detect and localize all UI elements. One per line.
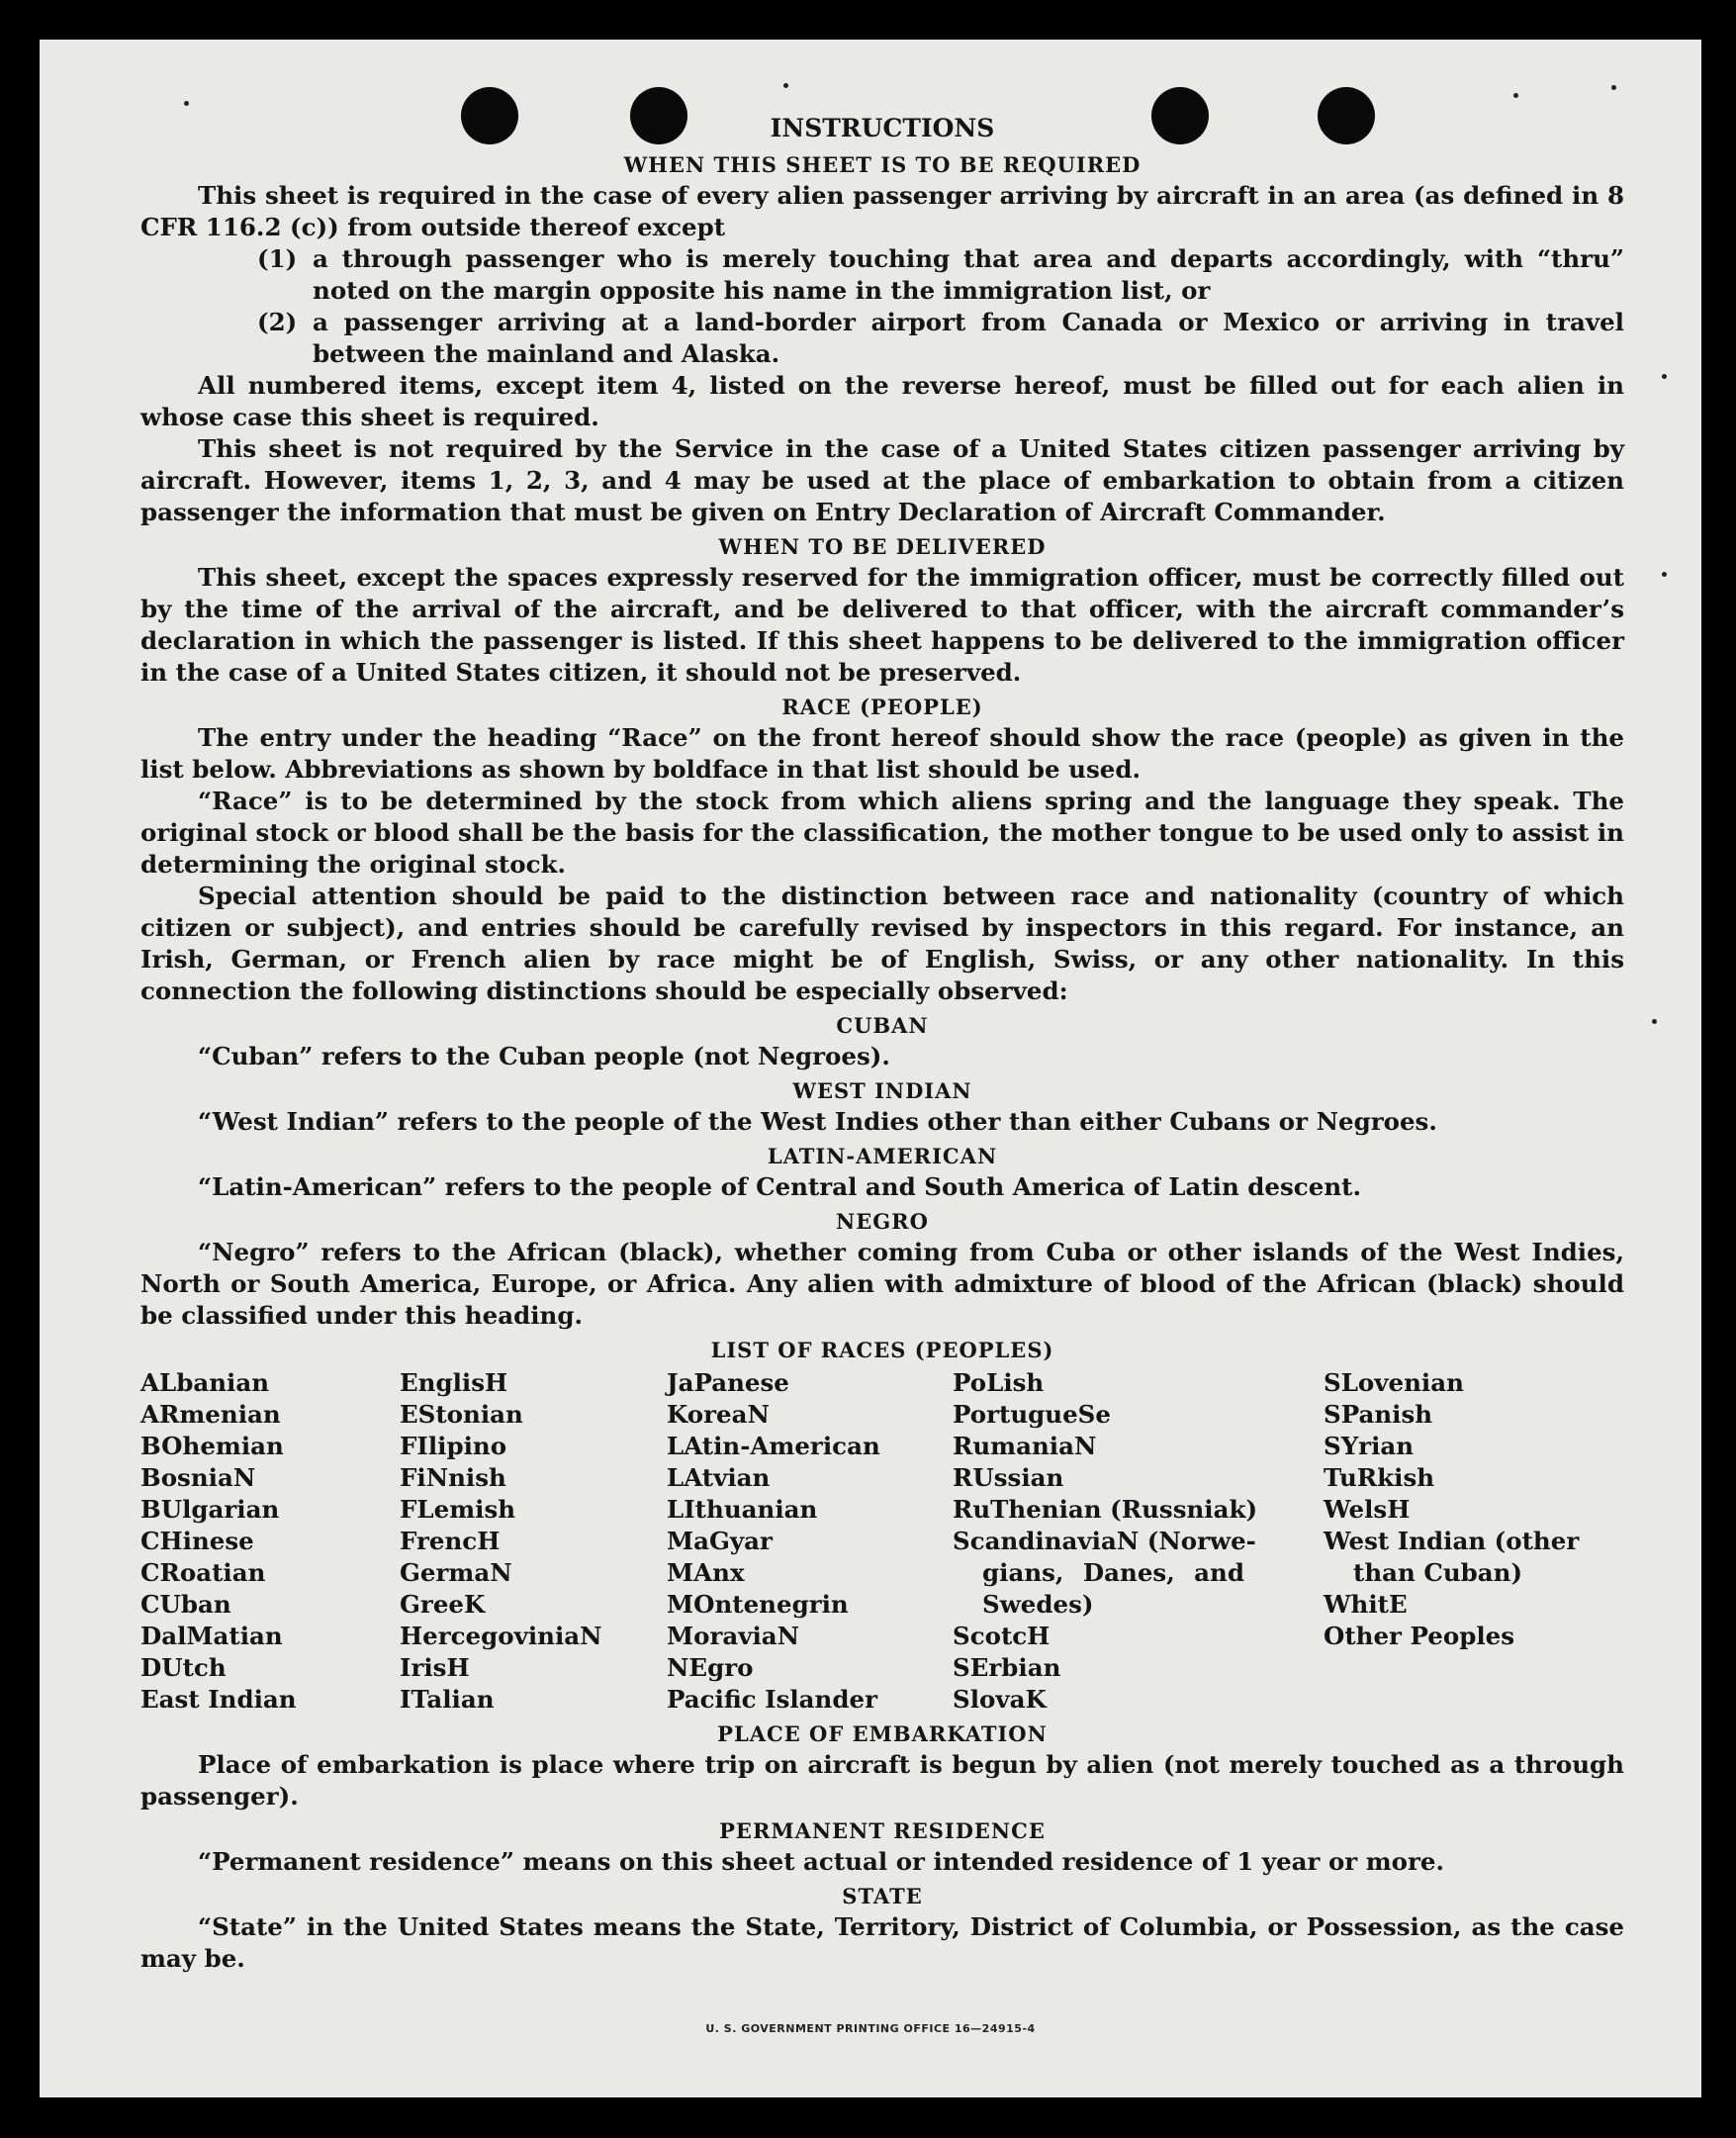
race-item: DalMatian	[140, 1622, 283, 1650]
paragraph: This sheet, except the spaces expressly reserved for the immigration officer, must be correctly filled out by the time of the arrival of the aircraft, and be delivered to that officer, with the aircraft commander’s declaration in which the passenger is listed. If this sheet happens to be delivered to the immigration officer in the case of a United States citizen, it should not be preserved.	[140, 563, 1624, 687]
race-item: than Cuban)	[1353, 1558, 1523, 1587]
race-item: DUtch	[140, 1653, 227, 1682]
list-item	[257, 307, 1624, 370]
speck	[783, 83, 788, 88]
race-item: SLovenian	[1324, 1368, 1464, 1397]
race-item: Swedes)	[982, 1590, 1094, 1619]
section-heading: LATIN-AMERICAN	[767, 1144, 998, 1168]
item-number: (1)	[257, 244, 298, 273]
race-item: SPanish	[1324, 1400, 1433, 1429]
race-item: NEgro	[667, 1653, 754, 1682]
race-column	[400, 1367, 667, 1716]
race-item: TuRkish	[1324, 1463, 1435, 1492]
race-item: CUban	[140, 1590, 231, 1619]
speck	[184, 101, 189, 106]
section-heading: NEGRO	[836, 1209, 929, 1234]
race-item: CRoatian	[140, 1558, 266, 1587]
paragraph: “Negro” refers to the African (black), whether coming from Cuba or other islands of the West Indies, North or South America, Europe, or Africa. Any alien with admixture of blood of the African (black) should be classified under this heading.	[140, 1238, 1624, 1330]
race-column	[953, 1367, 1324, 1716]
race-item: MAnx	[667, 1558, 745, 1587]
speck	[1652, 1019, 1657, 1024]
race-column	[140, 1367, 400, 1716]
list-item	[257, 243, 1624, 307]
section-heading: LIST OF RACES (PEOPLES)	[710, 1338, 1054, 1362]
section-heading: CUBAN	[836, 1013, 929, 1038]
speck	[1662, 572, 1667, 577]
race-item: West Indian (other	[1324, 1527, 1580, 1555]
race-item: ITalian	[400, 1685, 495, 1714]
race-item: EStonian	[400, 1400, 523, 1429]
paragraph: All numbered items, except item 4, listed on the reverse hereof, must be filled out for each alien in whose case this sheet is required.	[140, 371, 1624, 431]
instructions-content	[140, 111, 1624, 1975]
race-item: JaPanese	[667, 1368, 789, 1397]
race-item: LAtin-American	[667, 1432, 880, 1460]
paragraph: This sheet is required in the case of every alien passenger arriving by aircraft in an area (as defined in 8 CFR 116.2 (c)) from outside thereof except	[140, 181, 1624, 241]
race-item: GermaN	[400, 1558, 512, 1587]
item-text: a passenger arriving at a land-border airport from Canada or Mexico or arriving in travel between the mainland and Alaska.	[313, 308, 1624, 368]
race-item: MOntenegrin	[667, 1590, 849, 1619]
race-item: FiNnish	[400, 1463, 506, 1492]
race-item: ALbanian	[140, 1368, 270, 1397]
speck	[1513, 93, 1518, 98]
speck	[1611, 85, 1616, 90]
section-heading: WHEN TO BE DELIVERED	[718, 534, 1047, 559]
race-item: LIthuanian	[667, 1495, 818, 1524]
race-item: Other Peoples	[1324, 1622, 1515, 1650]
race-item: FIlipino	[400, 1432, 507, 1460]
paragraph: “Latin-American” refers to the people of Central and South America of Latin descent.	[198, 1172, 1361, 1201]
section-heading: WEST INDIAN	[792, 1078, 972, 1103]
race-item: SlovaK	[953, 1685, 1047, 1714]
race-item: CHinese	[140, 1527, 254, 1555]
race-item: HercegoviniaN	[400, 1622, 602, 1650]
paragraph: “Race” is to be determined by the stock from which aliens spring and the language they speak. The original stock or blood shall be the basis for the classification, the mother tongue to be used only to assist in determining the original stock.	[140, 787, 1624, 879]
race-item: ScotcH	[953, 1622, 1051, 1650]
race-column	[1324, 1367, 1620, 1716]
race-item: FrencH	[400, 1527, 501, 1555]
race-item: EnglisH	[400, 1368, 508, 1397]
race-item: FLemish	[400, 1495, 516, 1524]
speck	[1662, 374, 1667, 379]
race-item: GreeK	[400, 1590, 486, 1619]
item-text: a through passenger who is merely touching that area and departs accordingly, with “thru” noted on the margin opposite his name in the immigration list, or	[313, 244, 1624, 305]
race-item: PoLish	[953, 1368, 1045, 1397]
race-list	[140, 1367, 1624, 1716]
item-number: (2)	[257, 308, 298, 336]
race-item: RumaniaN	[953, 1432, 1097, 1460]
paragraph: “West Indian” refers to the people of the West Indies other than either Cubans or Negroes.	[198, 1107, 1437, 1136]
document-page	[40, 40, 1701, 2097]
section-heading: RACE (PEOPLE)	[781, 695, 983, 719]
race-item: WhitE	[1324, 1590, 1408, 1619]
race-item: SYrian	[1324, 1432, 1415, 1460]
race-column	[667, 1367, 953, 1716]
race-item: Pacific Islander	[667, 1685, 877, 1714]
race-item: BUlgarian	[140, 1495, 280, 1524]
race-item: RuThenian (Russniak)	[953, 1495, 1258, 1524]
paragraph: The entry under the heading “Race” on the front hereof should show the race (people) as given in the list below. Abbreviations as shown by boldface in that list should be used.	[140, 723, 1624, 784]
paragraph: This sheet is not required by the Service in the case of a United States citizen passenger arriving by aircraft. However, items 1, 2, 3, and 4 may be used at the place of embarkation to obtain from a citizen passenger the information that must be given on Entry Declaration of Aircraft Commander.	[140, 434, 1624, 526]
section-heading: PERMANENT RESIDENCE	[719, 1818, 1046, 1843]
section-heading: PLACE OF EMBARKATION	[717, 1721, 1048, 1746]
paragraph: Special attention should be paid to the distinction between race and nationality (country of which citizen or subject), and entries should be carefully revised by inspectors in this regard. For instance, an Irish, German, or French alien by race might be of English, Swiss, or any other nationality. In this connection the following distinctions should be especially observed:	[140, 882, 1624, 1005]
race-item: BOhemian	[140, 1432, 284, 1460]
race-item: WelsH	[1324, 1495, 1411, 1524]
paragraph: “State” in the United States means the State, Territory, District of Columbia, or Possession, as the case may be.	[140, 1912, 1624, 1973]
race-item: MoraviaN	[667, 1622, 800, 1650]
paragraph: Place of embarkation is place where trip on aircraft is begun by alien (not merely touched as a through passenger).	[140, 1750, 1624, 1811]
race-item: SErbian	[953, 1653, 1061, 1682]
race-item: East Indian	[140, 1685, 297, 1714]
race-item: MaGyar	[667, 1527, 773, 1555]
race-item: LAtvian	[667, 1463, 771, 1492]
race-item: RUssian	[953, 1463, 1064, 1492]
race-item: gians, Danes, and	[982, 1558, 1244, 1587]
race-item: PortugueSe	[953, 1400, 1111, 1429]
paragraph: “Permanent residence” means on this sheet actual or intended residence of 1 year or more.	[198, 1847, 1445, 1876]
race-item: ARmenian	[140, 1400, 281, 1429]
section-heading: WHEN THIS SHEET IS TO BE REQUIRED	[623, 152, 1142, 177]
section-heading: STATE	[842, 1884, 923, 1908]
race-item: KoreaN	[667, 1400, 770, 1429]
page-title: INSTRUCTIONS	[770, 114, 995, 142]
race-item: ScandinaviaN (Norwe-	[953, 1527, 1256, 1555]
printer-imprint: U. S. GOVERNMENT PRINTING OFFICE 16—24915-4	[705, 2022, 1036, 2035]
race-item: IrisH	[400, 1653, 470, 1682]
race-item: BosniaN	[140, 1463, 256, 1492]
paragraph: “Cuban” refers to the Cuban people (not Negroes).	[198, 1042, 890, 1070]
